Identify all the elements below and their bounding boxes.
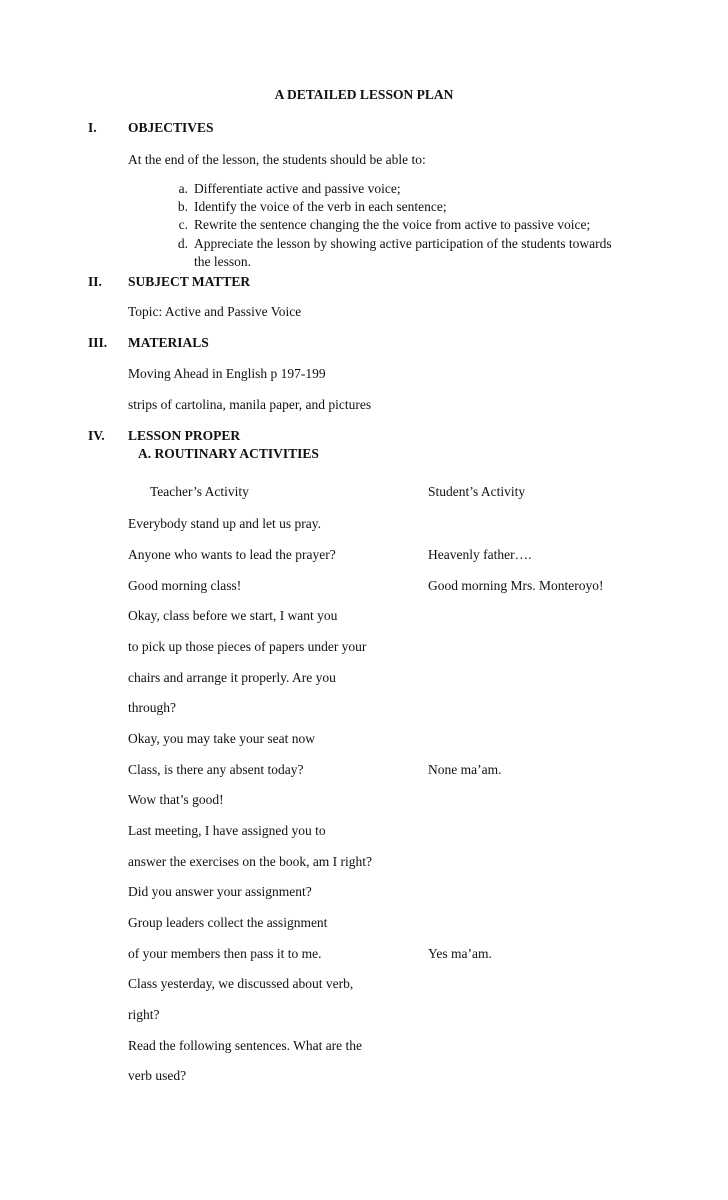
teacher-line: to pick up those pieces of papers under your — [128, 639, 367, 654]
teacher-line: answer the exercises on the book, am I right? — [128, 854, 373, 869]
section-number-lesson-proper: IV. — [88, 428, 105, 443]
section-heading-materials: MATERIALS — [128, 335, 209, 350]
teacher-line: Anyone who wants to lead the prayer? — [128, 547, 336, 562]
teacher-line: chairs and arrange it properly. Are you — [128, 670, 336, 685]
materials-line: Moving Ahead in English p 197-199 — [128, 366, 326, 381]
student-line: Heavenly father…. — [428, 547, 532, 562]
column-header-teacher: Teacher’s Activity — [150, 484, 249, 499]
section-number-subject-matter: II. — [88, 274, 102, 289]
section-heading-subject-matter: SUBJECT MATTER — [128, 274, 251, 289]
teacher-line: through? — [128, 700, 176, 715]
student-line: Yes ma’am. — [428, 946, 492, 961]
objective-text: Differentiate active and passive voice; — [194, 181, 401, 196]
section-heading-objectives: OBJECTIVES — [128, 120, 214, 135]
materials-line: strips of cartolina, manila paper, and pictures — [128, 397, 372, 412]
teacher-line: verb used? — [128, 1068, 187, 1083]
teacher-line: Okay, class before we start, I want you — [128, 608, 338, 623]
teacher-line: Good morning class! — [128, 578, 242, 593]
teacher-line: Class, is there any absent today? — [128, 762, 304, 777]
student-line: Good morning Mrs. Monteroyo! — [428, 578, 604, 593]
teacher-line: Everybody stand up and let us pray. — [128, 516, 321, 531]
objective-letter: c. — [178, 217, 188, 232]
teacher-line: Okay, you may take your seat now — [128, 731, 315, 746]
teacher-line: right? — [128, 1007, 160, 1022]
objective-letter: d. — [177, 236, 188, 251]
teacher-line: Group leaders collect the assignment — [128, 915, 328, 930]
objective-text: Identify the voice of the verb in each sentence; — [194, 199, 447, 214]
teacher-line: of your members then pass it to me. — [128, 946, 322, 961]
subject-topic: Topic: Active and Passive Voice — [128, 304, 302, 319]
objective-letter: a. — [178, 181, 188, 196]
objective-text: Rewrite the sentence changing the the voice from active to passive voice; — [194, 217, 591, 232]
objective-letter: b. — [177, 199, 188, 214]
teacher-line: Did you answer your assignment? — [128, 884, 312, 899]
section-number-objectives: I. — [88, 120, 97, 135]
section-heading-lesson-proper: LESSON PROPER — [128, 428, 241, 443]
teacher-line: Last meeting, I have assigned you to — [128, 823, 326, 838]
objective-text-continued: the lesson. — [194, 254, 251, 269]
teacher-line: Read the following sentences. What are the — [128, 1038, 363, 1053]
subheading-routinary-activities: A. ROUTINARY ACTIVITIES — [138, 446, 319, 461]
teacher-line: Wow that’s good! — [128, 792, 224, 807]
objectives-intro: At the end of the lesson, the students should be able to: — [128, 152, 426, 167]
teacher-line: Class yesterday, we discussed about verb, — [128, 976, 354, 991]
section-number-materials: III. — [88, 335, 108, 350]
column-header-student: Student’s Activity — [428, 484, 526, 499]
objective-text: Appreciate the lesson by showing active participation of the students towards — [194, 236, 612, 251]
student-line: None ma’am. — [428, 762, 502, 777]
document-title: A DETAILED LESSON PLAN — [274, 87, 454, 102]
